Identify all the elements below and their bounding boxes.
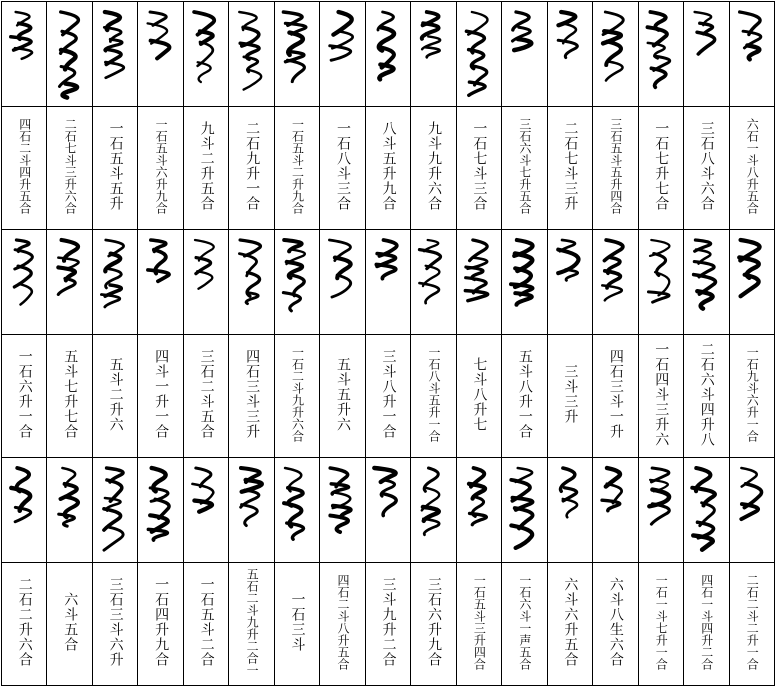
cursive-script-image [686,234,726,330]
cursive-script-image [95,462,135,558]
value-text: 一石二斗九升六合 [290,346,305,442]
value-cell [502,107,547,230]
cursive-cell [47,2,92,107]
value-text: 七斗八升七 [471,356,488,432]
value-cell [729,563,775,686]
cursive-script-image [368,234,408,330]
cursive-cell [547,458,592,563]
value-cell [593,335,638,458]
value-text: 三石五斗五升四合 [608,118,623,214]
cursive-script-image [186,462,226,558]
cursive-script-image [4,6,44,102]
value-text: 一石五斗二升九合 [290,118,305,214]
value-text: 一石四斗三升六 [653,341,670,447]
value-text: 一石九斗六升一合 [745,346,760,442]
cursive-cell [183,230,228,335]
value-cell [638,335,683,458]
value-cell [92,335,137,458]
cursive-script-image [4,234,44,330]
value-cell [729,107,775,230]
value-cell [183,563,228,686]
value-cell [593,107,638,230]
cursive-cell [547,230,592,335]
cursive-script-image [277,462,317,558]
value-text: 二石二升六合 [16,577,33,667]
cursive-cell [411,230,456,335]
cursive-row [2,230,775,335]
value-cell [274,335,319,458]
value-cell [2,107,47,230]
cursive-cell [502,2,547,107]
cursive-row [2,2,775,107]
value-cell [320,335,365,458]
cursive-cell [365,458,410,563]
cursive-script-image [686,6,726,102]
value-text: 一石七升七合 [653,121,670,211]
cursive-cell [593,2,638,107]
value-cell [229,563,274,686]
cursive-cell [365,230,410,335]
cursive-script-image [186,234,226,330]
cursive-script-image [323,6,363,102]
cursive-script-image [323,462,363,558]
cursive-script-image [732,6,772,102]
value-cell [274,563,319,686]
value-text: 六斗六升五合 [562,577,579,667]
value-cell [183,107,228,230]
cursive-cell [593,458,638,563]
value-text: 四石三斗三升 [244,349,261,439]
value-text: 六斗五合 [62,592,79,652]
value-cell [138,107,183,230]
value-cell [47,107,92,230]
cursive-script-image [50,234,90,330]
value-cell [547,107,592,230]
cursive-cell [456,458,501,563]
value-text: 八斗五升九合 [380,121,397,211]
cursive-cell [274,458,319,563]
value-text: 四石二斗八升五合 [336,574,351,670]
cursive-cell [229,2,274,107]
value-text: 一石八斗三合 [335,121,352,211]
value-cell [365,335,410,458]
cursive-script-image [459,462,499,558]
cursive-script-image [459,234,499,330]
cursive-script-image [186,6,226,102]
value-cell [684,107,729,230]
cursive-script-image [95,234,135,330]
cursive-script-image [413,234,453,330]
value-text: 一石六升一合 [16,349,33,439]
value-text: 四石三斗一升 [607,349,624,439]
cursive-cell [684,458,729,563]
cursive-script-image [641,462,681,558]
value-text: 三石六升九合 [425,577,442,667]
value-text: 三斗三升 [562,364,579,424]
value-cell [47,335,92,458]
cursive-cell [456,2,501,107]
cursive-script-image [232,6,272,102]
cursive-cell [2,230,47,335]
value-text: 一石一斗七升一合 [654,574,669,670]
value-text: 六斗八生六合 [607,577,624,667]
value-text: 三石二斗五合 [198,349,215,439]
value-text: 三斗九升二合 [380,577,397,667]
cursive-cell [729,2,775,107]
cursive-cell [502,230,547,335]
cursive-cell [138,230,183,335]
value-text: 三石六斗七升五合 [517,118,532,214]
value-text: 一石四升九合 [153,577,170,667]
cursive-script-image [50,6,90,102]
cursive-cell [684,230,729,335]
value-cell [229,335,274,458]
value-text: 三斗八升一合 [380,349,397,439]
cursive-script-image [323,234,363,330]
cursive-cell [229,458,274,563]
cursive-cell [92,2,137,107]
value-cell [183,335,228,458]
cursive-cell [320,230,365,335]
cursive-cell [411,458,456,563]
cursive-cell [638,2,683,107]
cursive-cell [547,2,592,107]
cursive-cell [456,230,501,335]
cursive-cell [684,2,729,107]
cursive-cell [638,230,683,335]
cursive-cell [229,230,274,335]
cursive-script-image [368,6,408,102]
cursive-cell [729,458,775,563]
value-text: 五石二斗九升二合一 [245,568,260,676]
cursive-cell [183,2,228,107]
value-text: 四石一斗四升二合 [699,574,714,670]
value-cell [320,563,365,686]
cursive-cell [320,2,365,107]
value-cell [456,107,501,230]
value-cell [2,563,47,686]
value-cell [502,335,547,458]
value-text: 九斗二升五合 [198,121,215,211]
value-cell [92,563,137,686]
cursive-script-image [368,462,408,558]
cursive-cell [274,2,319,107]
value-cell [456,335,501,458]
cursive-script-image [277,234,317,330]
value-row [2,335,775,458]
cursive-script-image [686,462,726,558]
value-text: 三石三斗六升 [107,577,124,667]
value-cell [547,335,592,458]
value-text: 五斗二升六 [107,356,124,432]
value-text: 一石八斗五升一合 [426,346,441,442]
value-text: 五斗五升六 [335,356,352,432]
value-text: 六石一斗八升五合 [745,118,760,214]
cursive-cell [92,230,137,335]
cursive-cell [502,458,547,563]
cursive-script-image [595,234,635,330]
value-cell [684,563,729,686]
value-cell [729,335,775,458]
value-text: 一石七斗三合 [471,121,488,211]
cursive-cell [411,2,456,107]
value-text: 二石七斗三升六合 [63,118,78,214]
cursive-script-image [550,6,590,102]
value-text: 五斗八升一合 [516,349,533,439]
value-text: 一石三斗 [289,592,306,652]
cursive-cell [183,458,228,563]
cursive-cell [138,458,183,563]
value-row [2,563,775,686]
value-cell [274,107,319,230]
value-cell [138,563,183,686]
value-text: 二石六斗四升八 [698,341,715,447]
cursive-script-image [504,234,544,330]
value-cell [411,563,456,686]
value-text: 九斗九升六合 [425,121,442,211]
value-cell [456,563,501,686]
value-cell [92,107,137,230]
cursive-script-image [732,462,772,558]
cursive-script-image [595,462,635,558]
cursive-script-image [413,6,453,102]
value-text: 一石五斗三升四合 [472,574,487,670]
cursive-script-image [50,462,90,558]
cursive-cell [47,230,92,335]
cursive-cell [2,2,47,107]
value-cell [684,335,729,458]
cursive-cell [274,230,319,335]
value-text: 三石八斗六合 [698,121,715,211]
cursive-script-image [732,234,772,330]
cursive-script-image [141,234,181,330]
cursive-script-image [95,6,135,102]
cursive-script-image [550,462,590,558]
value-text: 二石九升一合 [244,121,261,211]
value-cell [2,335,47,458]
cursive-cell [92,458,137,563]
cursive-script-image [641,234,681,330]
cursive-script-image [504,462,544,558]
value-text: 二石二斗二升一合 [745,574,760,670]
value-row [2,107,775,230]
cursive-script-image [141,462,181,558]
value-cell [229,107,274,230]
cursive-cell [593,230,638,335]
value-text: 四斗一升一合 [153,349,170,439]
cursive-script-image [550,234,590,330]
value-text: 一石五斗二合 [198,577,215,667]
cursive-cell [638,458,683,563]
value-cell [638,563,683,686]
value-cell [638,107,683,230]
cursive-cell [729,230,775,335]
value-text: 四石二斗四升五合 [17,118,32,214]
cursive-script-image [232,234,272,330]
value-cell [411,335,456,458]
value-cell [47,563,92,686]
value-cell [365,563,410,686]
value-cell [411,107,456,230]
value-cell [320,107,365,230]
cursive-script-image [459,6,499,102]
value-text: 二石七斗三升 [562,121,579,211]
value-cell [365,107,410,230]
cursive-cell [365,2,410,107]
cursive-script-image [413,462,453,558]
value-text: 五斗七升七合 [62,349,79,439]
cursive-script-image [595,6,635,102]
cursive-row [2,458,775,563]
cursive-cell [47,458,92,563]
cursive-script-image [504,6,544,102]
cursive-cell [2,458,47,563]
value-text: 一石五斗六升九合 [154,118,169,214]
value-text: 一石六斗一声五合 [517,574,532,670]
cursive-script-image [141,6,181,102]
cursive-cell [320,458,365,563]
cursive-cell [138,2,183,107]
cursive-script-image [641,6,681,102]
value-cell [138,335,183,458]
value-cell [547,563,592,686]
value-text: 一石五斗五升 [107,121,124,211]
value-cell [593,563,638,686]
cursive-script-image [277,6,317,102]
cursive-script-image [232,462,272,558]
value-cell [502,563,547,686]
ledger-table [1,1,775,686]
cursive-script-image [4,462,44,558]
